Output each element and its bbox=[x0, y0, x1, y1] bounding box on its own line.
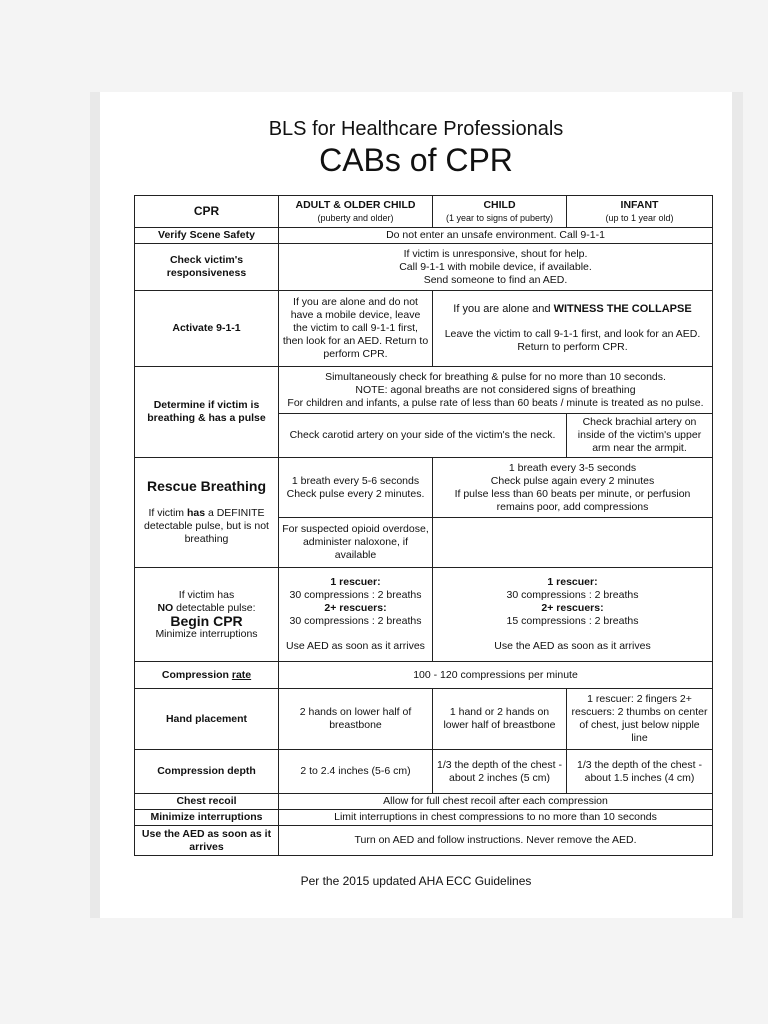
brachial-text: Check brachial artery on inside of the victim's upper arm near the armpit. bbox=[567, 414, 713, 458]
text-minimize-interruptions: Limit interruptions in chest compressions to no more than 10 seconds bbox=[279, 810, 713, 826]
begin-detect: detectable pulse: bbox=[173, 601, 256, 614]
header-infant-label: INFANT bbox=[620, 198, 659, 211]
hand-infant: 1 rescuer: 2 fingers 2+ rescuers: 2 thumbs on center of chest, just below nipple line bbox=[567, 689, 713, 750]
row-activate-911 bbox=[135, 291, 713, 367]
text-scene-safety: Do not enter an unsafe environment. Call 9-1-1 bbox=[279, 228, 713, 244]
label-rescue-breathing bbox=[135, 458, 279, 568]
activate-child-infant bbox=[433, 291, 713, 367]
label-chest-recoil: Chest recoil bbox=[135, 794, 279, 810]
begin-no: NO bbox=[157, 601, 174, 614]
begin-adult-c2: 30 compressions : 2 breaths bbox=[289, 615, 422, 627]
header-cpr: CPR bbox=[135, 196, 279, 228]
depth-infant: 1/3 the depth of the chest - about 1.5 inches (4 cm) bbox=[567, 750, 713, 794]
begin-ci-c1: 30 compressions : 2 breaths bbox=[506, 589, 639, 601]
label-minimize-interruptions: Minimize interruptions bbox=[135, 810, 279, 826]
rescue-breathing-sub bbox=[138, 507, 275, 546]
label-compression-rate bbox=[135, 662, 279, 689]
begin-ci-c2: 15 compressions : 2 breaths bbox=[506, 615, 639, 627]
label-use-aed: Use the AED as soon as it arrives bbox=[135, 826, 279, 856]
begin-adult-c1: 30 compressions : 2 breaths bbox=[289, 589, 422, 601]
rescue-breathing-title: Rescue Breathing bbox=[146, 477, 267, 494]
hand-adult: 2 hands on lower half of breastbone bbox=[279, 689, 433, 750]
opioid-text: For suspected opioid overdose, administer naloxone, if available bbox=[279, 518, 433, 568]
label-breathing-pulse: Determine if victim is breathing & has a pulse bbox=[135, 367, 279, 458]
row-use-aed bbox=[135, 826, 713, 856]
check-line-1: If victim is unresponsive, shout for help. bbox=[403, 247, 588, 260]
text-chest-recoil: Allow for full chest recoil after each compression bbox=[279, 794, 713, 810]
rescue-ci-line-3: If pulse less than 60 beats per minute, or perfusion remains poor, add compressions bbox=[454, 487, 691, 513]
breathing-line-1: Simultaneously check for breathing & pulse for no more than 10 seconds. bbox=[325, 370, 666, 383]
opioid-empty bbox=[433, 518, 713, 568]
rescue-child-infant bbox=[433, 458, 713, 518]
label-compression-depth: Compression depth bbox=[135, 750, 279, 794]
text-use-aed: Turn on AED and follow instructions. Never remove the AED. bbox=[279, 826, 713, 856]
label-check-responsiveness: Check victim's responsiveness bbox=[135, 244, 279, 291]
depth-child: 1/3 the depth of the chest - about 2 inches (5 cm) bbox=[433, 750, 567, 794]
begin-adult-r2: 2+ rescuers: bbox=[324, 602, 387, 614]
header-infant-sub: (up to 1 year old) bbox=[605, 212, 674, 223]
document-subtitle: BLS for Healthcare Professionals bbox=[268, 118, 564, 140]
begin-adult bbox=[279, 568, 433, 662]
begin-ci-r2: 2+ rescuers: bbox=[541, 602, 604, 614]
rescue-sub-b: has bbox=[186, 506, 206, 519]
rescue-ci-line-2: Check pulse again every 2 minutes bbox=[490, 474, 655, 487]
begin-ci-aed: Use the AED as soon as it arrives bbox=[494, 640, 651, 652]
header-row bbox=[135, 196, 713, 228]
hand-child: 1 hand or 2 hands on lower half of breastbone bbox=[433, 689, 567, 750]
header-child-sub: (1 year to signs of puberty) bbox=[445, 212, 554, 223]
page-edge-right bbox=[732, 92, 743, 918]
hand-label: Hand placement bbox=[165, 712, 248, 725]
cpr-guidelines-table bbox=[134, 195, 713, 856]
breathing-line-3: For children and infants, a pulse rate of less than 60 beats / minute is treated as no pulse. bbox=[287, 396, 704, 409]
rate-label-b: rate bbox=[231, 668, 252, 681]
header-adult-sub: (puberty and older) bbox=[317, 212, 394, 223]
row-chest-recoil bbox=[135, 794, 713, 810]
begin-adult-aed: Use AED as soon as it arrives bbox=[286, 640, 425, 652]
page-edge-left bbox=[90, 92, 100, 918]
row-hand-placement bbox=[135, 689, 713, 750]
begin-cpr-title: Begin CPR bbox=[170, 612, 243, 629]
document-footer: Per the 2015 updated AHA ECC Guidelines bbox=[300, 874, 532, 888]
row-check-responsiveness bbox=[135, 244, 713, 291]
header-adult-label: ADULT & OLDER CHILD bbox=[295, 198, 416, 211]
activate-witness-line bbox=[436, 303, 709, 316]
label-begin-cpr bbox=[135, 568, 279, 662]
row-compression-rate bbox=[135, 662, 713, 689]
row-begin-cpr bbox=[135, 568, 713, 662]
breathing-pulse-text bbox=[279, 367, 713, 414]
begin-minimize: Minimize interruptions bbox=[155, 627, 258, 640]
row-rescue-breathing bbox=[135, 458, 713, 518]
rate-label-a: Compression bbox=[161, 668, 232, 681]
label-activate-911: Activate 9-1-1 bbox=[135, 291, 279, 367]
begin-ci-r1: 1 rescuer: bbox=[547, 576, 598, 588]
rescue-adult-line-2: Check pulse every 2 minutes. bbox=[286, 487, 425, 500]
header-child-label: CHILD bbox=[483, 198, 516, 211]
header-child bbox=[433, 196, 567, 228]
rescue-adult bbox=[279, 458, 433, 518]
activate-child-infant-text: Leave the victim to call 9-1-1 first, and look for an AED. Return to perform CPR. bbox=[444, 328, 701, 353]
row-minimize-interruptions bbox=[135, 810, 713, 826]
row-scene-safety bbox=[135, 228, 713, 244]
depth-adult: 2 to 2.4 inches (5-6 cm) bbox=[279, 750, 433, 794]
activate-witness-bold: WITNESS THE COLLAPSE bbox=[553, 303, 692, 315]
begin-child-infant bbox=[433, 568, 713, 662]
rescue-sub-a: If victim bbox=[148, 506, 187, 519]
label-hand-placement bbox=[135, 689, 279, 750]
rescue-ci-line-1: 1 breath every 3-5 seconds bbox=[508, 461, 637, 474]
activate-witness-prefix: If you are alone and bbox=[453, 303, 554, 315]
label-scene-safety: Verify Scene Safety bbox=[135, 228, 279, 244]
row-breathing-pulse bbox=[135, 367, 713, 414]
text-compression-rate: 100 - 120 compressions per minute bbox=[279, 662, 713, 689]
check-line-3: Send someone to find an AED. bbox=[423, 273, 568, 286]
begin-line-1: If victim has bbox=[178, 588, 235, 601]
header-infant bbox=[567, 196, 713, 228]
header-adult bbox=[279, 196, 433, 228]
document-title: CABs of CPR bbox=[319, 142, 513, 178]
text-check-responsiveness bbox=[279, 244, 713, 291]
activate-adult-text: If you are alone and do not have a mobile device, leave the victim to call 9-1-1 first, then look for an AED. Return to perform CPR. bbox=[279, 291, 433, 367]
breathing-line-2: NOTE: agonal breaths are not considered signs of breathing bbox=[355, 383, 636, 396]
check-line-2: Call 9-1-1 with mobile device, if available. bbox=[399, 260, 592, 273]
row-compression-depth bbox=[135, 750, 713, 794]
rescue-adult-line-1: 1 breath every 5-6 seconds bbox=[291, 474, 420, 487]
carotid-text: Check carotid artery on your side of the victim's the neck. bbox=[279, 414, 567, 458]
rescue-sub-c: a DEFINITE detectable pulse, but is not breathing bbox=[144, 506, 269, 545]
begin-adult-r1: 1 rescuer: bbox=[330, 576, 381, 588]
